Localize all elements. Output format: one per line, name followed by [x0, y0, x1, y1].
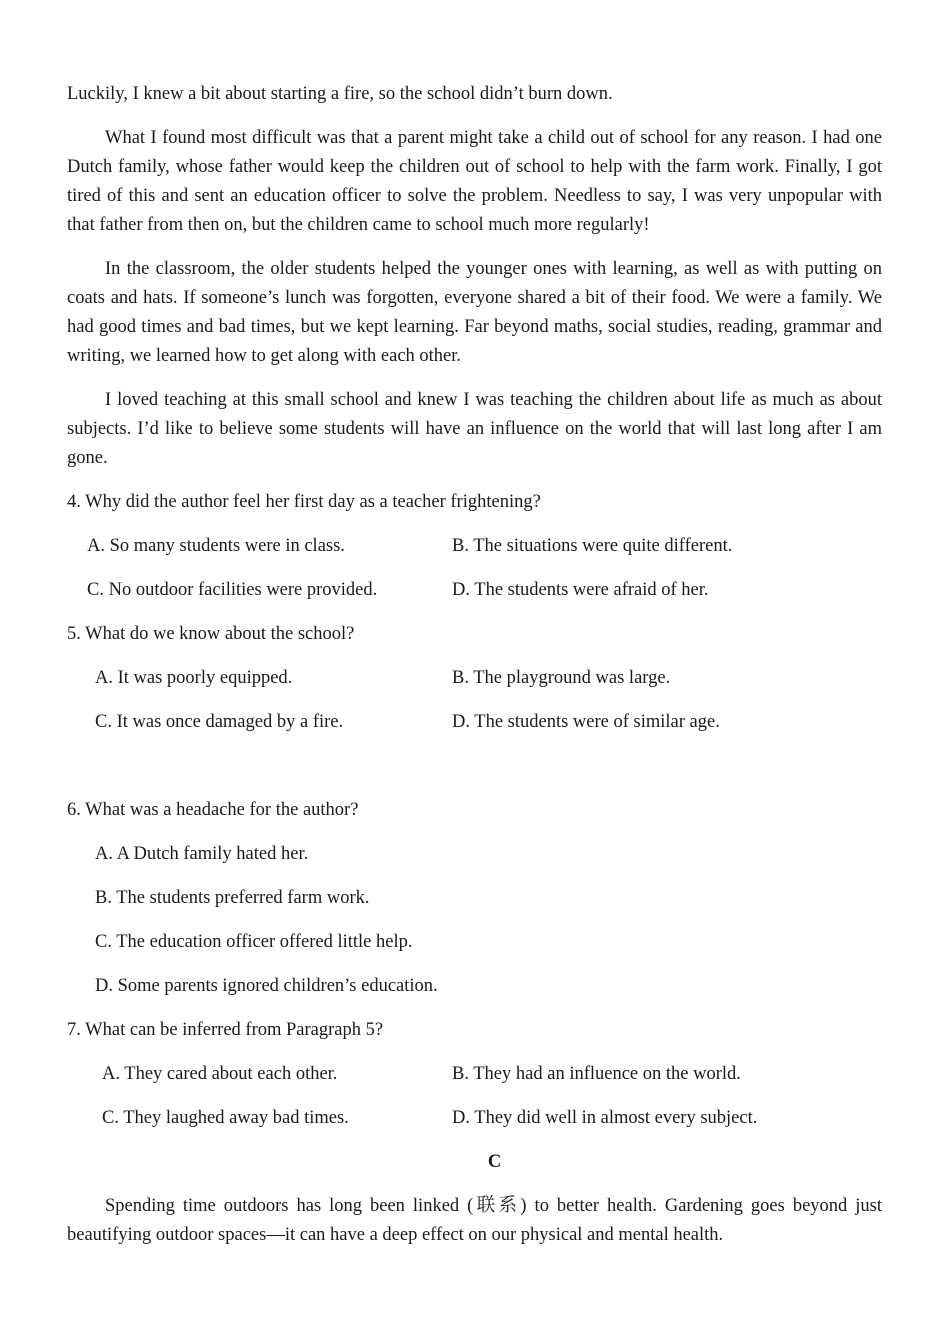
question-6-option-d[interactable]: D. Some parents ignored children’s education.: [95, 976, 438, 996]
question-4-option-c[interactable]: C. No outdoor facilities were provided.: [87, 580, 378, 600]
question-4-option-d[interactable]: D. The students were afraid of her.: [452, 580, 709, 600]
passage-paragraph: Luckily, I knew a bit about starting a fire, so the school didn’t burn down.: [67, 84, 613, 104]
question-5-option-c[interactable]: C. It was once damaged by a fire.: [95, 712, 344, 732]
passage-paragraph: Spending time outdoors has long been linked (联系) to better health. Gardening goes beyond just beautifying outdoor spaces—it can have a deep effect on our physical and mental health.: [67, 1196, 882, 1245]
question-4-stem: 4. Why did the author feel her first day as a teacher frightening?: [67, 492, 541, 512]
question-7-option-a[interactable]: A. They cared about each other.: [102, 1064, 338, 1084]
question-5-option-b[interactable]: B. The playground was large.: [452, 668, 671, 688]
question-6-stem: 6. What was a headache for the author?: [67, 800, 359, 820]
question-4-option-b[interactable]: B. The situations were quite different.: [452, 536, 733, 556]
question-5-option-d[interactable]: D. The students were of similar age.: [452, 712, 720, 732]
question-4-options-row-2: [67, 576, 882, 605]
question-4-option-a[interactable]: A. So many students were in class.: [87, 536, 345, 556]
question-7-stem: 7. What can be inferred from Paragraph 5?: [67, 1020, 384, 1040]
section-c-title: C: [487, 1152, 502, 1172]
passage-paragraph: In the classroom, the older students helped the younger ones with learning, as well as with putting on coats and hats. If someone’s lunch was forgotten, everyone shared a bit of their food. We were a family. We had good times and bad times, but we kept learning. Far beyond maths, social studies, reading, grammar and writing, we learned how to get along with each other.: [67, 259, 882, 366]
question-5-options-row-2: [67, 708, 882, 737]
question-7-option-b[interactable]: B. They had an influence on the world.: [452, 1064, 741, 1084]
question-7-options-row-1: [67, 1060, 882, 1089]
question-5-stem: 5. What do we know about the school?: [67, 624, 355, 644]
question-7-option-c[interactable]: C. They laughed away bad times.: [102, 1108, 349, 1128]
passage-paragraph: What I found most difficult was that a parent might take a child out of school for any reason. I had one Dutch family, whose father would keep the children out of school to help with the farm work. Finally, I got tired of this and sent an education officer to solve the problem. Needless to say, I was very unpopular with that father from then on, but the children came to school much more regularly!: [67, 128, 882, 235]
question-5-option-a[interactable]: A. It was poorly equipped.: [95, 668, 293, 688]
question-4-options-row-1: [67, 532, 882, 561]
blank-spacer: [67, 752, 882, 796]
passage-paragraph: I loved teaching at this small school and knew I was teaching the children about life as much as about subjects. I’d like to believe some students will have an influence on the world that will last long after I am gone.: [67, 390, 882, 468]
exam-page: [67, 80, 882, 1265]
question-5-options-row-1: [67, 664, 882, 693]
question-6-option-c[interactable]: C. The education officer offered little help.: [95, 932, 413, 952]
question-6-option-a[interactable]: A. A Dutch family hated her.: [95, 844, 309, 864]
question-7-option-d[interactable]: D. They did well in almost every subject.: [452, 1108, 758, 1128]
question-7-options-row-2: [67, 1104, 882, 1133]
question-6-option-b[interactable]: B. The students preferred farm work.: [95, 888, 370, 908]
